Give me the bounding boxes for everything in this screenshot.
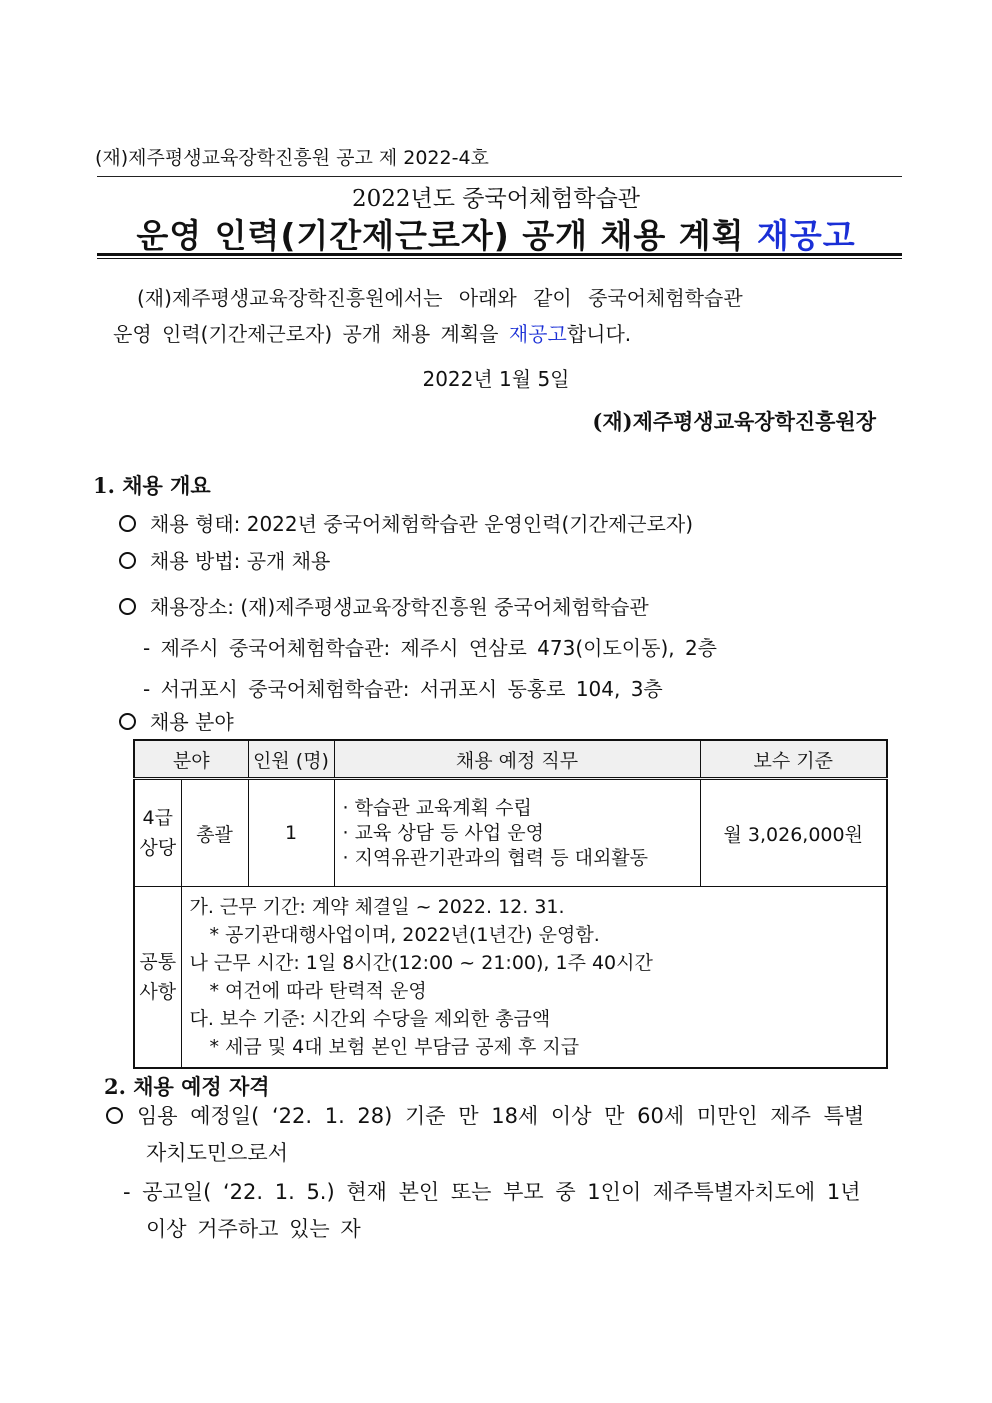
qualification-line2: 자치도민으로서 — [146, 1141, 289, 1165]
employment-type-text: 채용 형태: 2022년 중국어체험학습관 운영인력(기간제근로자) — [150, 512, 694, 536]
notice-number: (재)제주평생교육장학진흥원 공고 제 2022-4호 — [95, 147, 489, 169]
qualification-line4: 이상 거주하고 있는 자 — [146, 1217, 361, 1241]
header-field: 분야 — [134, 740, 248, 779]
grade-cell: 4급 상당 — [134, 779, 181, 887]
title-rule-thick — [97, 253, 902, 256]
header-duty: 채용 예정 직무 — [334, 740, 700, 779]
recruitment-table — [133, 739, 888, 1069]
intro-line1: (재)제주평생교육장학진흥원에서는 아래와 같이 중국어체험학습관 — [137, 286, 743, 310]
intro-line2-before: 운영 인력(기간제근로자) 공개 채용 계획을 — [113, 322, 509, 346]
common-note: * 공기관대행사업이며, 2022년(1년간) 운영함. — [209, 924, 600, 946]
place-seogwipo: - 서귀포시 중국어체험학습관: 서귀포시 동홍로 104, 3층 — [143, 677, 663, 701]
section2-heading: 2. 채용 예정 자격 — [104, 1074, 270, 1099]
title-highlight: 재공고 — [757, 216, 856, 255]
table-row — [134, 779, 887, 887]
qualification-line1 — [106, 1100, 864, 1130]
employment-method-text: 채용 방법: 공개 채용 — [150, 549, 331, 573]
title-rule-thin — [97, 258, 902, 259]
circle-bullet-icon — [119, 598, 136, 615]
employment-place — [119, 591, 649, 620]
duty-cell — [334, 779, 700, 887]
common-label: 공통 사항 — [134, 887, 181, 1069]
field-cell: 총괄 — [181, 779, 248, 887]
circle-bullet-icon — [106, 1107, 123, 1124]
header-rule — [97, 176, 902, 177]
circle-bullet-icon — [119, 713, 136, 730]
signer: (재)제주평생교육장학진흥원장 — [592, 409, 876, 434]
title-line1: 2022년도 중국어체험학습관 — [351, 186, 641, 212]
common-row — [134, 887, 887, 1069]
intro-line2 — [113, 318, 631, 347]
section1-heading: 1. 채용 개요 — [93, 473, 211, 498]
employment-field — [119, 706, 234, 735]
notice-date: 2022년 1월 5일 — [422, 367, 570, 391]
circle-bullet-icon — [119, 552, 136, 569]
employment-place-text: 채용장소: (재)제주평생교육장학진흥원 중국어체험학습관 — [150, 595, 649, 619]
count-cell: 1 — [248, 779, 334, 887]
qualification-line3: - 공고일( ‘22. 1. 5.) 현재 본인 또는 부모 중 1인이 제주특별자치도에 1년 — [123, 1180, 861, 1204]
table-header-row — [134, 740, 887, 779]
duty-item: · 지역유관기관과의 협력 등 대외활동 — [342, 846, 649, 869]
employment-type — [119, 508, 693, 537]
duty-item: · 학습관 교육계획 수립 — [342, 796, 532, 819]
employment-field-text: 채용 분야 — [150, 710, 234, 734]
common-line: 가. 근무 기간: 계약 체결일 ~ 2022. 12. 31. — [189, 896, 565, 918]
duty-item: · 교육 상담 등 사업 운영 — [342, 821, 544, 844]
title-main: 운영 인력(기간제근로자) 공개 채용 계획 — [136, 216, 757, 255]
pay-cell: 월 3,026,000원 — [700, 779, 887, 887]
intro-line2-after: 합니다. — [566, 322, 632, 346]
employment-method — [119, 545, 330, 574]
common-note: * 세금 및 4대 보험 본인 부담금 공제 후 지급 — [209, 1036, 580, 1058]
header-count: 인원 (명) — [248, 740, 334, 779]
intro-highlight: 재공고 — [508, 322, 567, 346]
place-jeju: - 제주시 중국어체험학습관: 제주시 연삼로 473(이도이동), 2층 — [143, 636, 718, 660]
header-pay: 보수 기준 — [700, 740, 887, 779]
title-line2 — [0, 210, 992, 257]
common-content — [181, 887, 887, 1069]
circle-bullet-icon — [119, 515, 136, 532]
qualification-text: 임용 예정일( ‘22. 1. 28) 기준 만 18세 이상 만 60세 미만인 제주 특별 — [137, 1104, 865, 1128]
common-note: * 여건에 따라 탄력적 운영 — [209, 980, 427, 1002]
common-line: 다. 보수 기준: 시간외 수당을 제외한 총금액 — [189, 1008, 551, 1030]
common-line: 나 근무 시간: 1일 8시간(12:00 ~ 21:00), 1주 40시간 — [189, 952, 653, 974]
